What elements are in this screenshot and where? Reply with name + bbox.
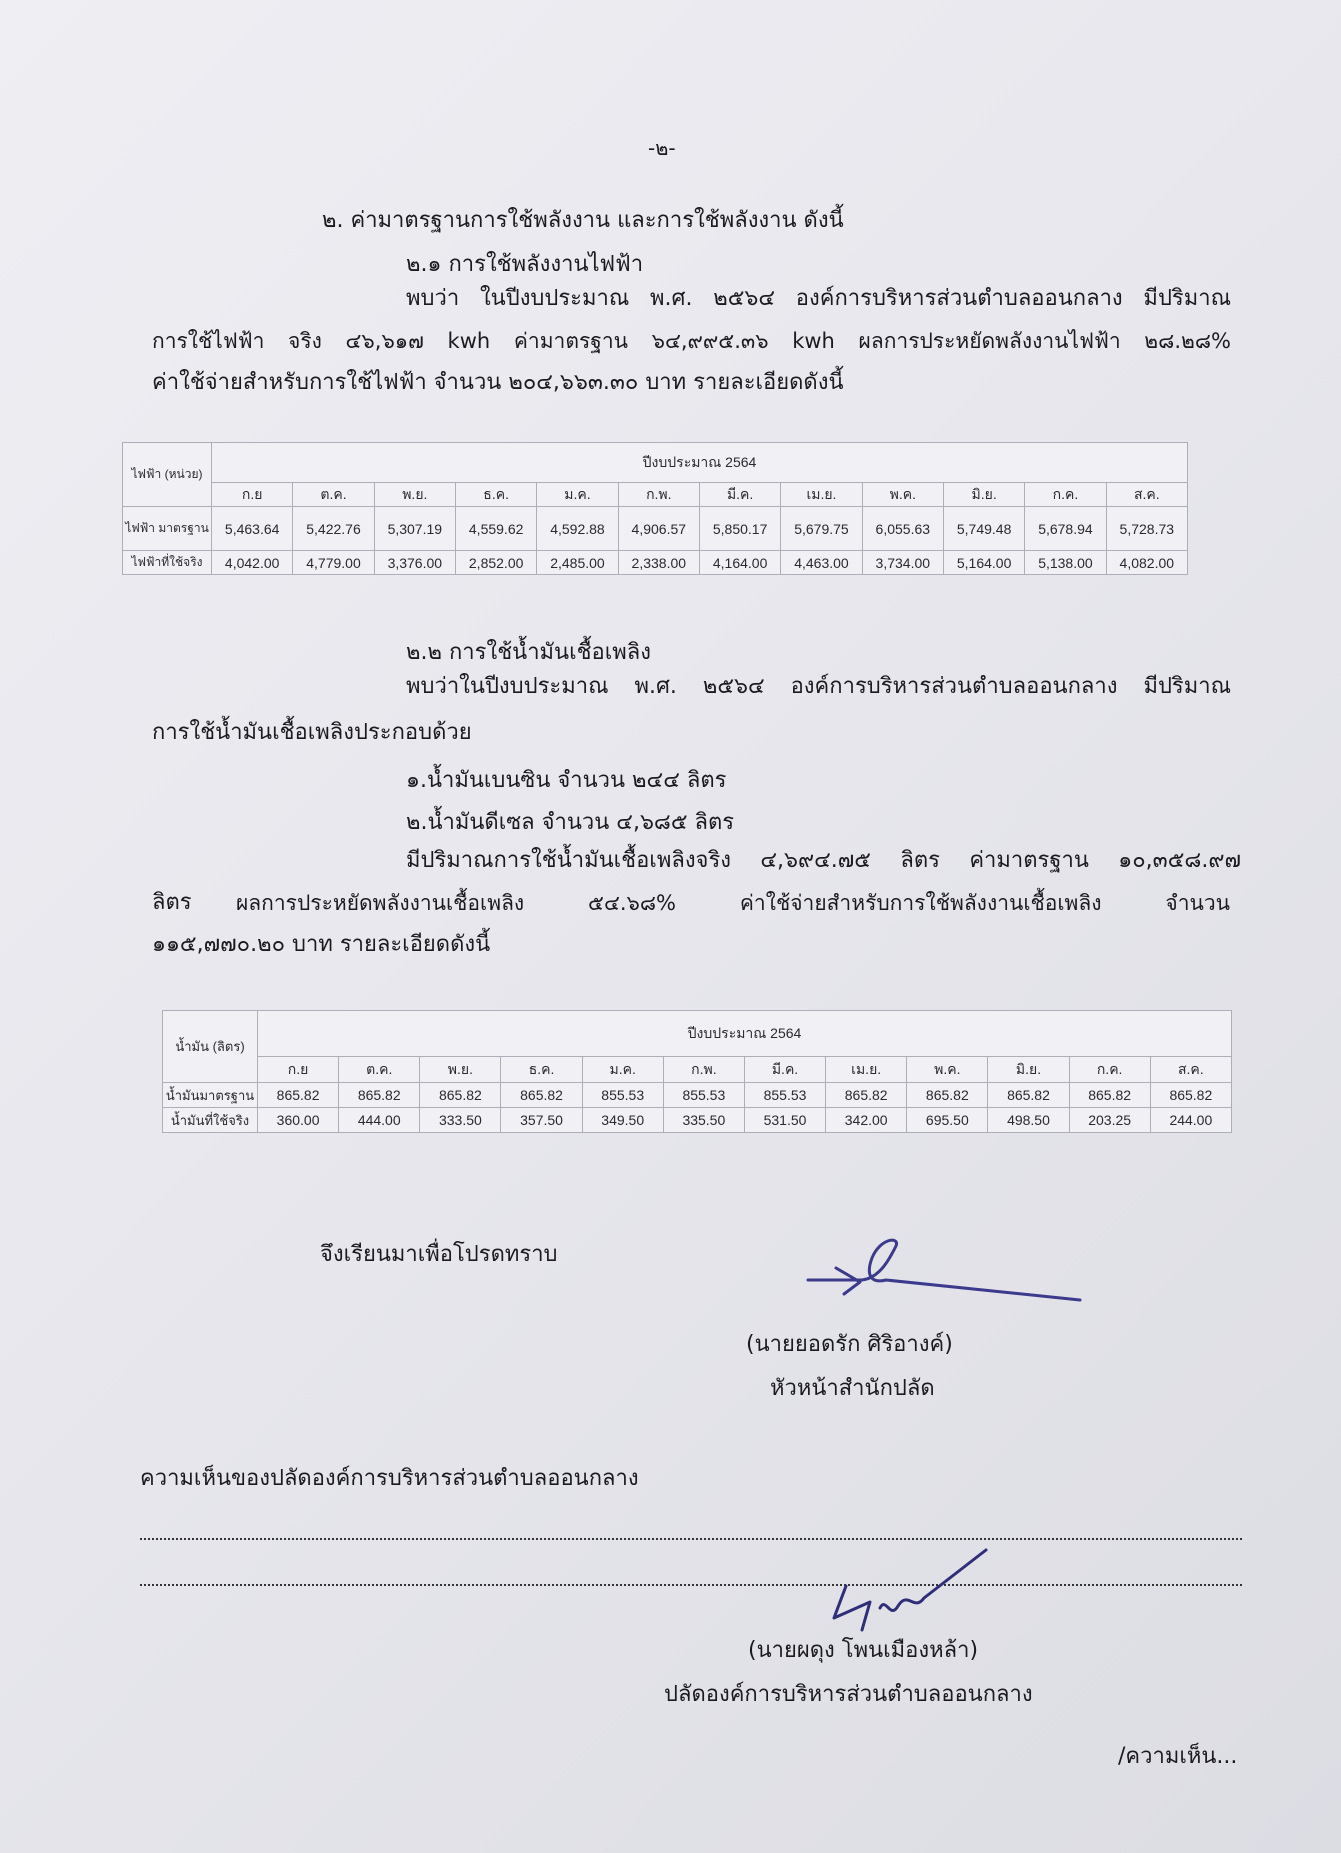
table-cell: 855.53 [663,1083,744,1108]
table-cell: 357.50 [501,1108,582,1133]
month-header: ม.ค. [537,483,618,507]
month-header: ก.ค. [1069,1057,1150,1083]
table-cell: 4,082.00 [1106,551,1187,575]
continuation-marker: /ความเห็น... [1118,1744,1238,1769]
month-header: ก.ย [258,1057,339,1083]
month-header: ธ.ค. [501,1057,582,1083]
row-label: ไฟฟ้าที่ใช้จริง [123,551,212,575]
table-cell: 855.53 [582,1083,663,1108]
table-cell: 5,679.75 [781,507,862,551]
table-cell: 5,422.76 [293,507,374,551]
table-cell: 5,850.17 [699,507,780,551]
month-header: ส.ค. [1106,483,1187,507]
month-header: มี.ค. [699,483,780,507]
row-label: น้ำมันมาตรฐาน [163,1083,258,1108]
table-row [163,1083,1232,1108]
month-header: ต.ค. [339,1057,420,1083]
table-cell: 2,338.00 [618,551,699,575]
fuel-item-gasoline: ๑.น้ำมันเบนซิน จำนวน ๒๔๔ ลิตร [406,768,727,793]
fuel-unit-header: น้ำมัน (ลิตร) [163,1011,258,1083]
table-cell: 855.53 [744,1083,825,1108]
electric-table [122,442,1188,575]
month-header: มี.ค. [744,1057,825,1083]
table-cell: 4,779.00 [293,551,374,575]
table-cell: 865.82 [907,1083,988,1108]
month-header: ธ.ค. [455,483,536,507]
table-cell: 335.50 [663,1108,744,1133]
fuel-paragraph2-line3: ๑๑๕,๗๗๐.๒๐ บาท รายละเอียดดังนี้ [152,932,491,957]
opinion-heading: ความเห็นของปลัดองค์การบริหารส่วนตำบลออนกลาง [140,1466,639,1491]
table-cell: 865.82 [258,1083,339,1108]
table-cell: 865.82 [988,1083,1069,1108]
table-cell: 4,906.57 [618,507,699,551]
signature-2 [826,1546,996,1636]
signer2-title: ปลัดองค์การบริหารส่วนตำบลออนกลาง [664,1682,1033,1707]
table-cell: 695.50 [907,1108,988,1133]
table-cell: 865.82 [420,1083,501,1108]
fuel-paragraph-line2: การใช้น้ำมันเชื้อเพลิงประกอบด้วย [152,720,472,745]
section-heading: ๒. ค่ามาตรฐานการใช้พลังงาน และการใช้พลังงาน ดังนี้ [322,208,844,233]
table-cell: 333.50 [420,1108,501,1133]
table-row [163,1108,1232,1133]
table-cell: 444.00 [339,1108,420,1133]
table-cell: 5,749.48 [943,507,1024,551]
fuel-item-diesel: ๒.น้ำมันดีเซล จำนวน ๔,๖๘๕ ลิตร [406,810,735,835]
table-cell: 865.82 [1150,1083,1231,1108]
page-number: -๒- [648,136,676,160]
dotted-line-1 [140,1538,1242,1540]
month-header: มิ.ย. [943,483,1024,507]
month-header: พ.ค. [862,483,943,507]
fuel-table [162,1010,1232,1133]
table-cell: 498.50 [988,1108,1069,1133]
fuel-year-header: ปีงบประมาณ 2564 [258,1011,1232,1057]
month-header: ต.ค. [293,483,374,507]
month-header: พ.ค. [907,1057,988,1083]
table-cell: 3,376.00 [374,551,455,575]
table-cell: 4,559.62 [455,507,536,551]
month-header: เม.ย. [781,483,862,507]
month-header: ก.พ. [663,1057,744,1083]
table-row [123,507,1188,551]
row-label: น้ำมันที่ใช้จริง [163,1108,258,1133]
month-header: ก.พ. [618,483,699,507]
table-cell: 865.82 [339,1083,420,1108]
month-header: มิ.ย. [988,1057,1069,1083]
table-cell: 2,852.00 [455,551,536,575]
table-cell: 2,485.00 [537,551,618,575]
table-cell: 6,055.63 [862,507,943,551]
table-cell: 4,463.00 [781,551,862,575]
table-cell: 342.00 [826,1108,907,1133]
fuel-paragraph2-line2-unit: ลิตร [152,890,192,915]
table-cell: 5,138.00 [1025,551,1106,575]
month-header: ก.ค. [1025,483,1106,507]
table-cell: 865.82 [826,1083,907,1108]
signer1-name: (นายยอดรัก ศิริอางค์) [746,1332,953,1357]
fuel-paragraph2-line1: มีปริมาณการใช้น้ำมันเชื้อเพลิงจริง ๔,๖๙๔.๗๕ ลิตร ค่ามาตรฐาน ๑๐,๓๕๘.๙๗ [406,848,1241,873]
electric-year-header: ปีงบประมาณ 2564 [212,443,1188,483]
month-header: ก.ย [212,483,293,507]
table-cell: 5,678.94 [1025,507,1106,551]
signer1-title: หัวหน้าสำนักปลัด [770,1376,935,1401]
table-cell: 4,042.00 [212,551,293,575]
fuel-paragraph2-line2: ผลการประหยัดพลังงานเชื้อเพลิง ๕๔.๖๘% ค่าใช้จ่ายสำหรับการใช้พลังงานเชื้อเพลิง จำนวน [236,891,1230,915]
table-row [123,551,1188,575]
month-header: ส.ค. [1150,1057,1231,1083]
month-header: พ.ย. [420,1057,501,1083]
table-cell: 349.50 [582,1108,663,1133]
electric-paragraph-line3: ค่าใช้จ่ายสำหรับการใช้ไฟฟ้า จำนวน ๒๐๔,๖๖๓.๓๐ บาท รายละเอียดดังนี้ [152,370,844,395]
table-cell: 244.00 [1150,1108,1231,1133]
table-cell: 360.00 [258,1108,339,1133]
month-header: ม.ค. [582,1057,663,1083]
table-cell: 4,164.00 [699,551,780,575]
electric-paragraph-line1: พบว่า ในปีงบประมาณ พ.ศ. ๒๕๖๔ องค์การบริหารส่วนตำบลออนกลาง มีปริมาณ [406,286,1231,311]
closing-line: จึงเรียนมาเพื่อโปรดทราบ [320,1242,558,1267]
table-cell: 5,728.73 [1106,507,1187,551]
table-cell: 865.82 [501,1083,582,1108]
fuel-paragraph-line1: พบว่าในปีงบประมาณ พ.ศ. ๒๕๖๔ องค์การบริหารส่วนตำบลออนกลาง มีปริมาณ [406,674,1231,699]
electric-unit-header: ไฟฟ้า (หน่วย) [123,443,212,507]
month-header: พ.ย. [374,483,455,507]
fuel-months-row [163,1057,1232,1083]
signature-1 [800,1228,1090,1308]
table-cell: 5,463.64 [212,507,293,551]
subsection-heading-fuel: ๒.๒ การใช้น้ำมันเชื้อเพลิง [406,640,651,665]
month-header: เม.ย. [826,1057,907,1083]
dotted-line-2 [140,1584,1242,1586]
electric-paragraph-line2: การใช้ไฟฟ้า จริง ๔๖,๖๑๗ kwh ค่ามาตรฐาน ๖๔,๙๙๕.๓๖ kwh ผลการประหยัดพลังงานไฟฟ้า ๒๘.๒๘% [152,329,1231,353]
table-cell: 3,734.00 [862,551,943,575]
subsection-heading-electric: ๒.๑ การใช้พลังงานไฟฟ้า [406,252,644,277]
table-cell: 5,307.19 [374,507,455,551]
electric-months-row [123,483,1188,507]
table-cell: 531.50 [744,1108,825,1133]
row-label: ไฟฟ้า มาตรฐาน [123,507,212,551]
signer2-name: (นายผดุง โพนเมืองหล้า) [748,1638,979,1663]
table-cell: 4,592.88 [537,507,618,551]
table-cell: 5,164.00 [943,551,1024,575]
table-cell: 865.82 [1069,1083,1150,1108]
table-cell: 203.25 [1069,1108,1150,1133]
